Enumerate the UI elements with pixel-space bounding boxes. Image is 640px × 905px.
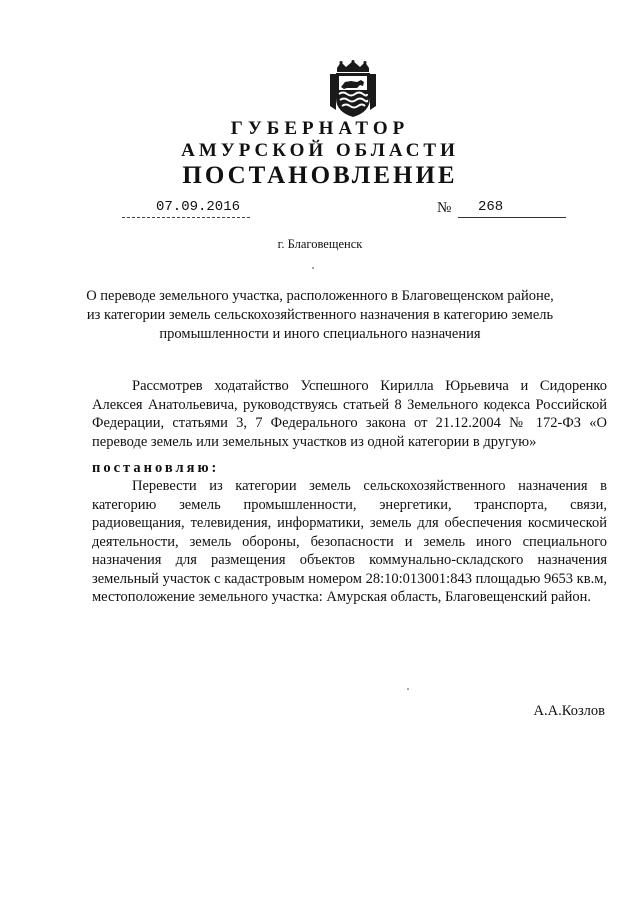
signature-name: А.А.Козлов — [533, 703, 605, 719]
decree-word: постановляю: — [92, 460, 220, 476]
document-subject: О переводе земельного участка, расположенного в Благовещенском районе, из категории земель сельскохозяйственного назначения в категорию земель промышленности и иного специального назначения — [86, 288, 554, 342]
decree-paragraph: Перевести из категории земель сельскохозяйственного назначения в категорию земель промышленности, энергетики, транспорта, связи, радиовещания, телевидения, информатики, земель для обеспечения космической деятельности, земель обороны, безопасности и земель иного специального назначения для размещения объектов коммунально-складского назначения земельный участок с кадастровым номером 28:10:013001:843 площадью 9653 кв.м, местоположение земельного участка: Амурская область, Благовещенский район. — [92, 478, 607, 605]
preamble-paragraph: Рассмотрев ходатайство Успешного Кирилла Юрьевича и Сидоренко Алексея Анатольевича, руководствуясь статьей 8 Земельного кодекса Российской Федерации, статьями 3, 7 Федерального закона от 21.12.2004 № 172-ФЗ «О переводе земель или земельных участков из одной категории в другую» — [92, 378, 607, 450]
date-underline — [122, 217, 250, 218]
issuer-title: ГУБЕРНАТОР — [230, 118, 410, 139]
scan-speck — [407, 688, 409, 690]
document-type: ПОСТАНОВЛЕНИЕ — [182, 162, 458, 189]
number-underline — [458, 217, 566, 218]
number-sign: № — [437, 200, 452, 216]
issuer-region: АМУРСКОЙ ОБЛАСТИ — [181, 140, 459, 161]
coat-of-arms-icon — [327, 60, 379, 118]
document-number: 268 — [478, 199, 504, 215]
city: г. Благовещенск — [277, 237, 363, 251]
document-date: 07.09.2016 — [155, 199, 240, 215]
scan-speck — [312, 267, 314, 269]
